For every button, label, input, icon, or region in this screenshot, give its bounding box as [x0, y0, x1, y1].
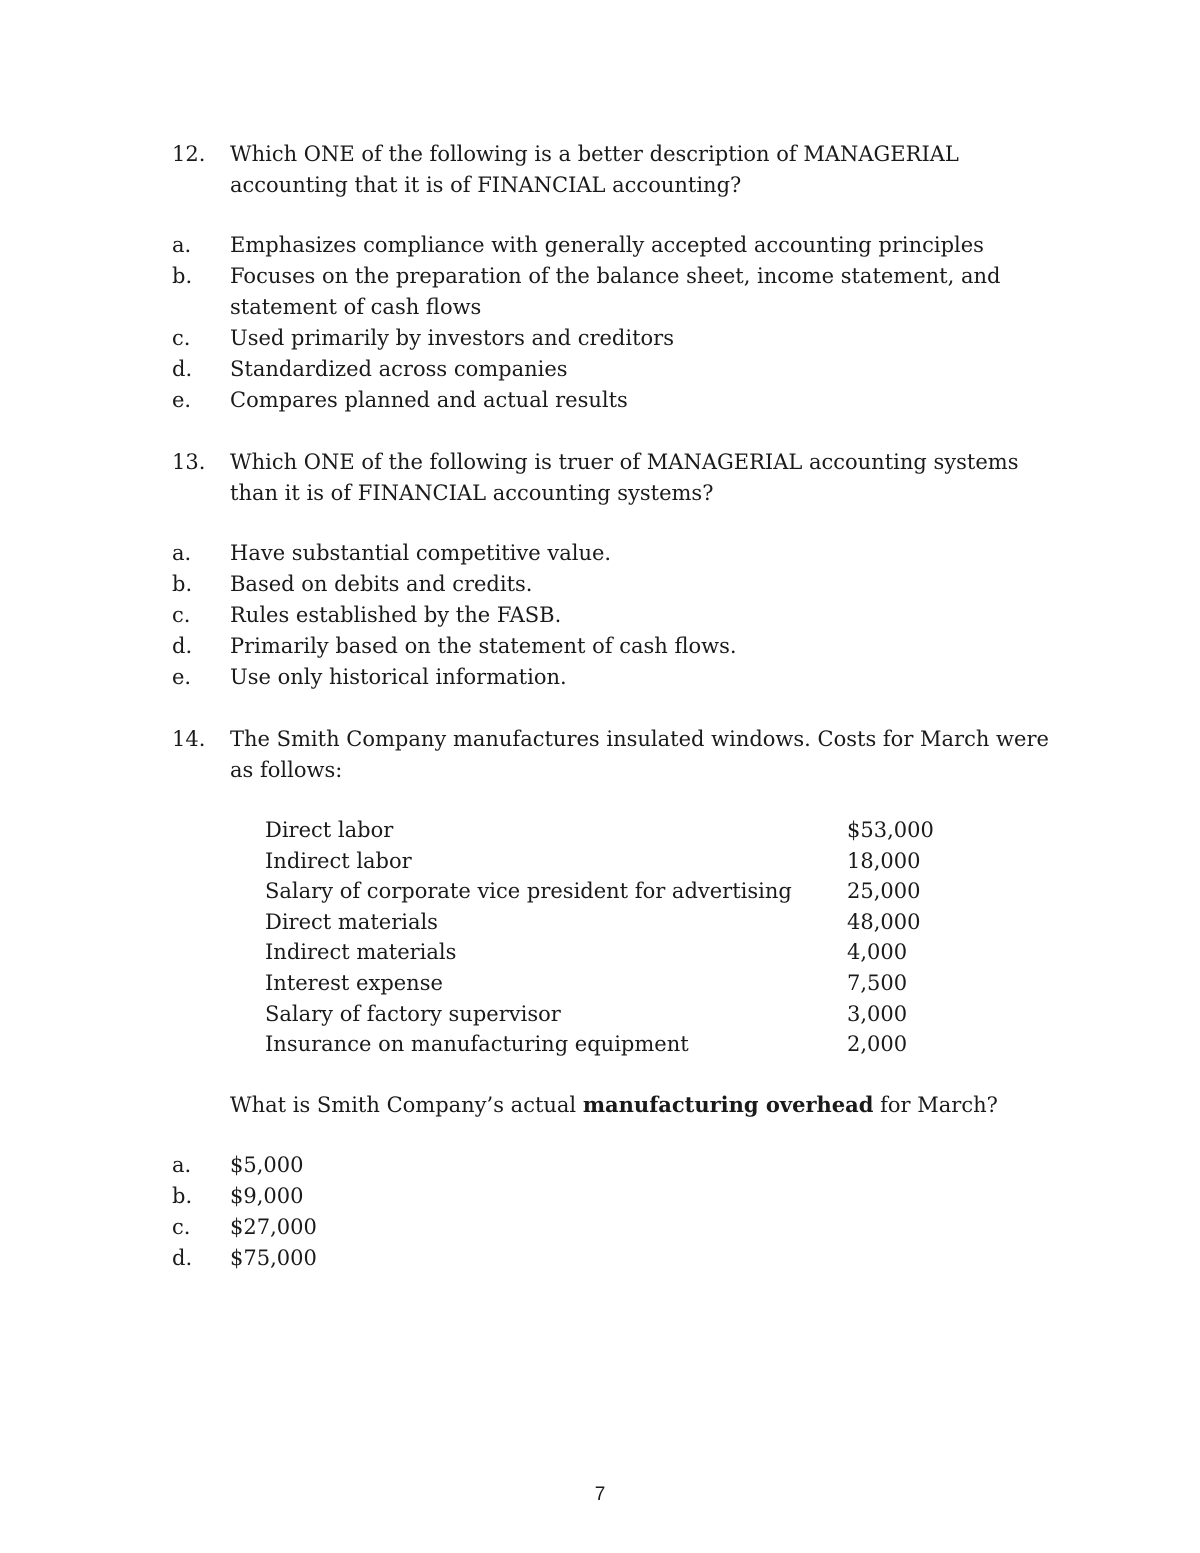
option-letter: b. [172, 264, 193, 288]
option-text: Emphasizes compliance with generally accepted accounting principles [230, 233, 984, 257]
cost-item: Interest expense [265, 970, 443, 995]
option-text: Use only historical information. [230, 665, 567, 689]
answer-option [172, 1181, 1072, 1212]
cost-amount: 25,000 [847, 879, 921, 904]
option-text: Rules established by the FASB. [230, 603, 562, 627]
cost-amount: 48,000 [847, 909, 921, 934]
cost-item: Salary of corporate vice president for advertising [265, 879, 792, 904]
cost-amount: 3,000 [847, 1001, 908, 1026]
table-row [265, 1029, 967, 1060]
cost-item: Insurance on manufacturing equipment [265, 1032, 689, 1057]
option-text: $5,000 [230, 1152, 304, 1177]
option-text: Focuses on the preparation of the balance sheet, income statement, and statement of cash flows [230, 264, 1001, 319]
page-number: 7 [594, 1484, 606, 1505]
answer-option [172, 354, 1072, 385]
answer-option [172, 230, 1072, 261]
option-text: $27,000 [230, 1214, 317, 1239]
cost-amount: 7,500 [847, 970, 908, 995]
option-letter: c. [172, 1214, 191, 1239]
option-letter: a. [172, 1152, 192, 1177]
cost-item: Indirect materials [265, 940, 457, 965]
option-text: $75,000 [230, 1245, 317, 1270]
question-number: 13. [172, 450, 206, 474]
answer-option [172, 538, 1072, 569]
question-12 [172, 139, 1072, 416]
table-row [265, 846, 967, 877]
option-text: $9,000 [230, 1183, 304, 1208]
cost-item: Indirect labor [265, 848, 412, 873]
answer-option [172, 569, 1072, 600]
question-stem [172, 139, 1072, 201]
prompt-text-after: for March? [873, 1092, 998, 1117]
question-number: 12. [172, 142, 206, 166]
answer-option [172, 631, 1072, 662]
question-number: 14. [172, 727, 206, 751]
answer-option [172, 600, 1072, 631]
question-stem [172, 724, 1072, 786]
table-row [265, 876, 967, 907]
table-row [265, 999, 967, 1030]
option-letter: b. [172, 1183, 193, 1208]
cost-table [265, 815, 967, 1060]
answer-option [172, 323, 1072, 354]
table-row [265, 907, 967, 938]
question-prompt [230, 1089, 1072, 1121]
cost-amount: $53,000 [847, 818, 934, 842]
option-letter: d. [172, 357, 193, 381]
option-letter: b. [172, 572, 193, 596]
question-text: The Smith Company manufactures insulated windows. Costs for March were as follows: [230, 727, 1049, 782]
answer-option [172, 1243, 1072, 1274]
option-text: Standardized across companies [230, 357, 568, 381]
cost-amount: 2,000 [847, 1032, 908, 1057]
table-row [265, 968, 967, 999]
question-text: Which ONE of the following is a better description of MANAGERIAL accounting that it is of FINANCIAL accounting? [230, 142, 959, 197]
option-letter: c. [172, 603, 191, 627]
option-letter: a. [172, 541, 192, 565]
table-row [265, 937, 967, 968]
option-letter: e. [172, 665, 192, 689]
question-14 [172, 724, 1072, 1274]
option-letter: d. [172, 634, 193, 658]
option-text: Have substantial competitive value. [230, 541, 612, 565]
answer-option [172, 662, 1072, 693]
prompt-text-before: What is Smith Company’s actual [230, 1092, 583, 1117]
cost-item: Direct labor [265, 818, 394, 842]
option-letter: c. [172, 326, 191, 350]
answer-option [172, 385, 1072, 416]
table-row [265, 815, 967, 846]
cost-item: Salary of factory supervisor [265, 1001, 561, 1026]
option-text: Compares planned and actual results [230, 388, 628, 412]
option-letter: a. [172, 233, 192, 257]
answer-option [172, 1212, 1072, 1243]
answer-option [172, 261, 1072, 323]
question-stem [172, 447, 1072, 509]
cost-amount: 4,000 [847, 940, 908, 965]
option-text: Based on debits and credits. [230, 572, 533, 596]
option-text: Used primarily by investors and creditors [230, 326, 674, 350]
question-text: Which ONE of the following is truer of MANAGERIAL accounting systems than it is of FINANCIAL accounting systems? [230, 450, 1019, 505]
option-text: Primarily based on the statement of cash flows. [230, 634, 737, 658]
question-13 [172, 447, 1072, 693]
option-letter: d. [172, 1245, 193, 1270]
cost-amount: 18,000 [847, 848, 921, 873]
option-letter: e. [172, 388, 192, 412]
prompt-emphasis: manufacturing overhead [582, 1091, 874, 1117]
cost-item: Direct materials [265, 909, 438, 934]
answer-option [172, 1150, 1072, 1181]
